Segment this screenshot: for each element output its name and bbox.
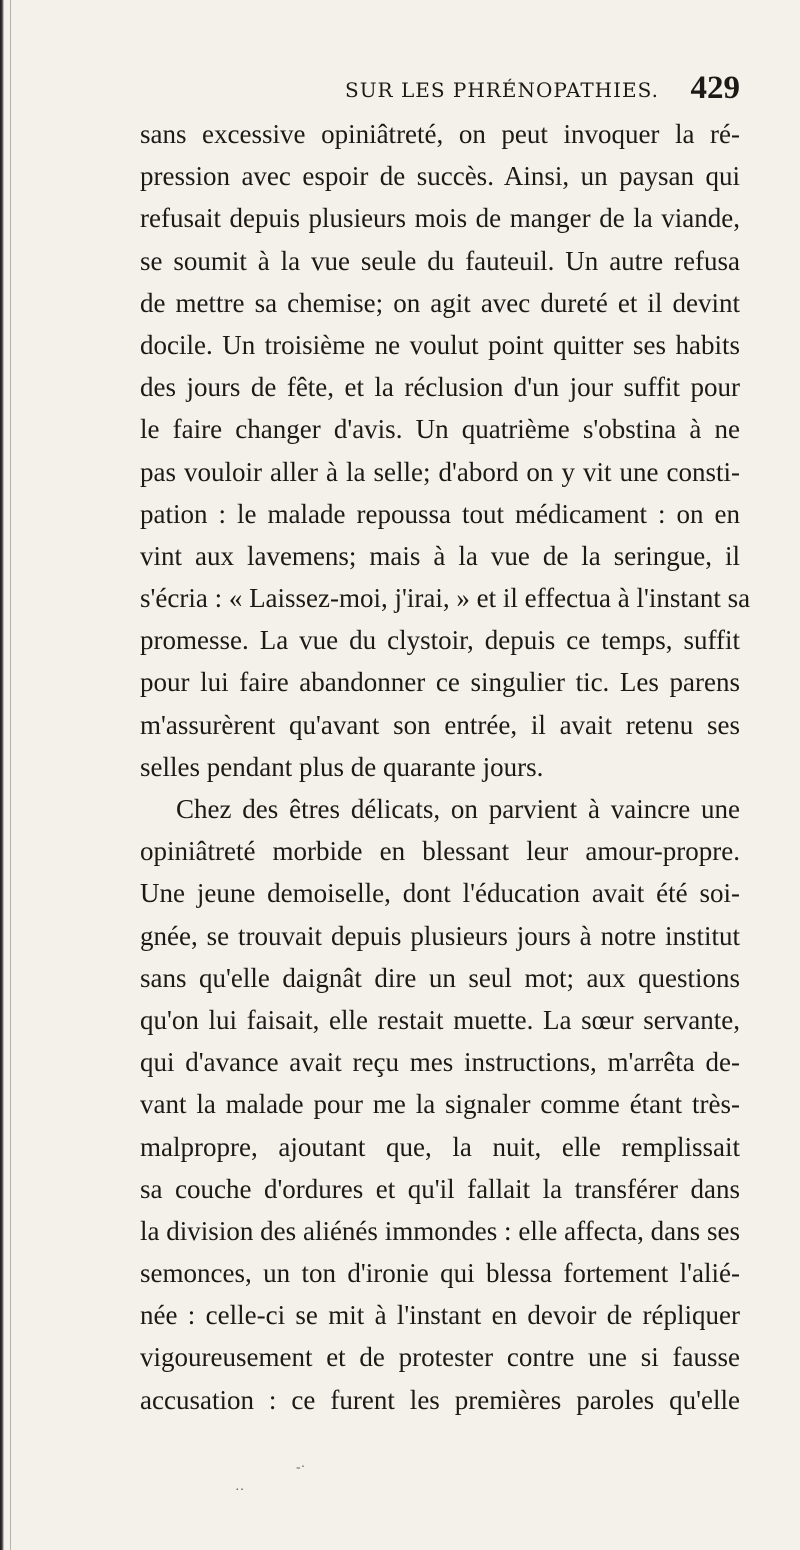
text-line: opiniâtreté morbide en blessant leur amour-propre.	[140, 836, 740, 867]
paragraph-start-line: Chez des êtres délicats, on parvient à vaincre une	[176, 794, 740, 824]
text-line: sans qu'elle daignât dire un seul mot; aux questions	[140, 962, 740, 993]
text-line: se soumit à la vue seule du fauteuil. Un autre refusa	[140, 245, 740, 276]
text-line: vant la malade pour me la signaler comme étant très-	[140, 1089, 740, 1120]
text-line: née : celle-ci se mit à l'instant en devoir de répliquer	[140, 1300, 740, 1331]
body-text	[140, 113, 751, 1421]
binding-edge	[0, 0, 4, 1550]
text-line: promesse. La vue du clystoir, depuis ce temps, suffit	[140, 625, 740, 656]
text-line: pation : le malade repoussa tout médicament : on en	[140, 498, 740, 529]
text-line: pas vouloir aller à la selle; d'abord on y vit une consti-	[140, 456, 740, 487]
text-line: docile. Un troisième ne voulut point quitter ses habits	[140, 329, 740, 360]
text-line: malpropre, ajoutant que, la nuit, elle remplissait	[140, 1131, 740, 1162]
text-line: pour lui faire abandonner ce singulier tic. Les parens	[140, 667, 740, 698]
text-line: vint aux lavemens; mais à la vue de la seringue, il	[140, 540, 740, 571]
text-line: s'écria : « Laissez-moi, j'irai, » et il effectua à l'instant sa	[140, 583, 751, 614]
paper-smudge: -·	[296, 1460, 306, 1475]
text-line: vigoureusement et de protester contre une si fausse	[140, 1342, 740, 1373]
running-head-title: SUR LES PHRÉNOPATHIES.	[345, 78, 659, 102]
running-head	[140, 70, 740, 110]
text-line: la division des aliénés immondes : elle affecta, dans ses	[140, 1215, 740, 1246]
text-line: m'assurèrent qu'avant son entrée, il avait retenu ses	[140, 709, 740, 740]
text-line: accusation : ce furent les premières paroles qu'elle	[140, 1384, 740, 1415]
text-line: sans excessive opiniâtreté, on peut invoquer la ré-	[140, 119, 740, 149]
text-line: qu'on lui faisait, elle restait muette. La sœur servante,	[140, 1004, 740, 1035]
text-line: pression avec espoir de succès. Ainsi, un paysan qui	[140, 161, 740, 192]
text-line: sa couche d'ordures et qu'il fallait la transférer dans	[140, 1173, 740, 1204]
text-line: de mettre sa chemise; on agit avec dureté et il devint	[140, 287, 740, 318]
text-line: gnée, se trouvait depuis plusieurs jours à notre institut	[140, 920, 740, 951]
text-line: le faire changer d'avis. Un quatrième s'obstina à ne	[140, 414, 740, 445]
text-line: des jours de fête, et la réclusion d'un jour suffit pour	[140, 372, 740, 403]
text-line: refusait depuis plusieurs mois de manger de la viande,	[140, 203, 740, 234]
paper-smudge: ‥	[235, 1479, 245, 1494]
binding-shadow	[10, 0, 11, 1550]
text-line: semonces, un ton d'ironie qui blessa fortement l'alié-	[140, 1258, 740, 1289]
paragraph-end-line: selles pendant plus de quarante jours.	[140, 751, 544, 782]
text-line: Une jeune demoiselle, dont l'éducation avait été soi-	[140, 878, 740, 909]
page-number: 429	[690, 70, 740, 106]
text-line: qui d'avance avait reçu mes instructions, m'arrêta de-	[140, 1047, 740, 1078]
